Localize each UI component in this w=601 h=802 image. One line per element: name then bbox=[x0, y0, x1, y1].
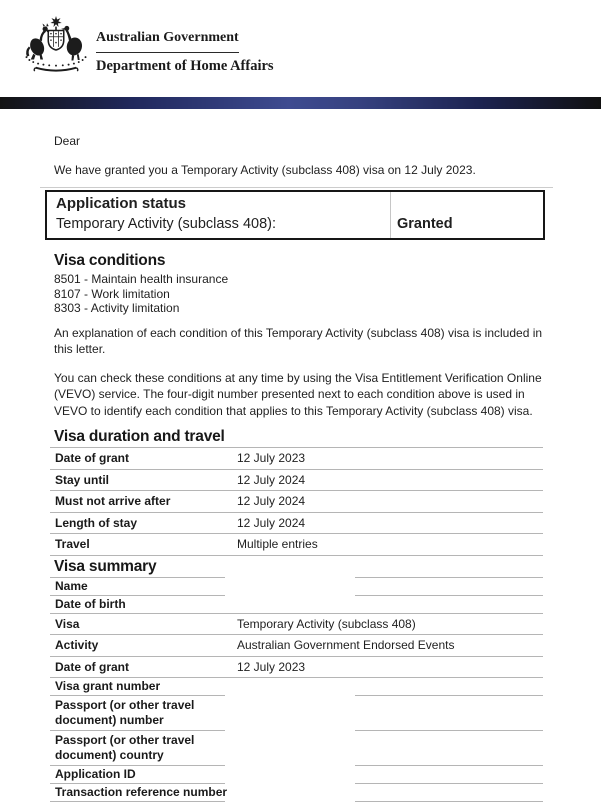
vevo-note: You can check these conditions at any time by using the Visa Entitlement Verification Online (VEVO) service. The four-digit number presented next to each condition above is used in VEVO to identify each condition that applies to this Temporary Activity (subclass 408) visa. bbox=[54, 370, 542, 418]
letterhead bbox=[0, 0, 601, 97]
header-divider-band bbox=[0, 97, 601, 109]
table-row: Passport (or other travel document) country bbox=[55, 733, 195, 762]
condition-item: 8303 - Activity limitation bbox=[54, 301, 180, 315]
agency-lockup bbox=[96, 28, 274, 75]
application-status-title: Application status bbox=[56, 195, 187, 212]
visa-conditions-title: Visa conditions bbox=[54, 252, 166, 269]
duration-table-title: Visa duration and travel bbox=[54, 428, 225, 445]
status-badge: Granted bbox=[397, 216, 453, 232]
table-row: Activity Australian Government Endorsed Events bbox=[55, 638, 455, 652]
condition-item: 8501 - Maintain health insurance bbox=[54, 272, 229, 286]
table-row: Name bbox=[55, 578, 88, 593]
condition-item: 8107 - Work limitation bbox=[54, 286, 170, 301]
visa-summary-table bbox=[50, 577, 543, 802]
salutation: Dear bbox=[54, 134, 81, 148]
table-rule bbox=[40, 187, 553, 188]
letter-body bbox=[0, 134, 601, 802]
department-name: Department of Home Affairs bbox=[96, 58, 274, 74]
table-row: Date of birth bbox=[55, 596, 126, 611]
table-row: Length of stay 12 July 2024 bbox=[55, 515, 306, 530]
table-rule bbox=[50, 555, 543, 556]
table-row: Passport (or other travel document) number bbox=[55, 698, 195, 727]
table-row: Visa Temporary Activity (subclass 408) bbox=[55, 616, 416, 631]
application-status-row bbox=[56, 214, 543, 234]
table-row: Transaction reference number bbox=[55, 785, 228, 799]
application-status-box bbox=[45, 190, 545, 240]
status-row-label: Temporary Activity (subclass 408): bbox=[56, 216, 276, 232]
grant-intro-line: We have granted you a Temporary Activity (subclass 408) visa on 12 July 2023. bbox=[54, 163, 476, 177]
commonwealth-coat-of-arms-icon bbox=[21, 15, 91, 75]
table-row: Must not arrive after 12 July 2024 bbox=[55, 494, 306, 508]
summary-table-title: Visa summary bbox=[54, 557, 157, 575]
table-row: Visa grant number bbox=[55, 679, 161, 693]
table-row: Stay until 12 July 2024 bbox=[55, 472, 306, 487]
visa-duration-table bbox=[50, 447, 543, 556]
conditions-explanation: An explanation of each condition of this Temporary Activity (subclass 408) visa is included in this letter. bbox=[54, 325, 543, 356]
status-column-divider bbox=[390, 192, 391, 238]
government-name: Australian Government bbox=[96, 30, 239, 53]
table-row: Date of grant 12 July 2023 bbox=[55, 451, 306, 465]
table-row: Travel Multiple entries bbox=[55, 537, 318, 551]
visa-conditions-list bbox=[54, 272, 553, 316]
table-row: Application ID bbox=[55, 767, 136, 781]
table-row: Date of grant 12 July 2023 bbox=[55, 659, 306, 674]
